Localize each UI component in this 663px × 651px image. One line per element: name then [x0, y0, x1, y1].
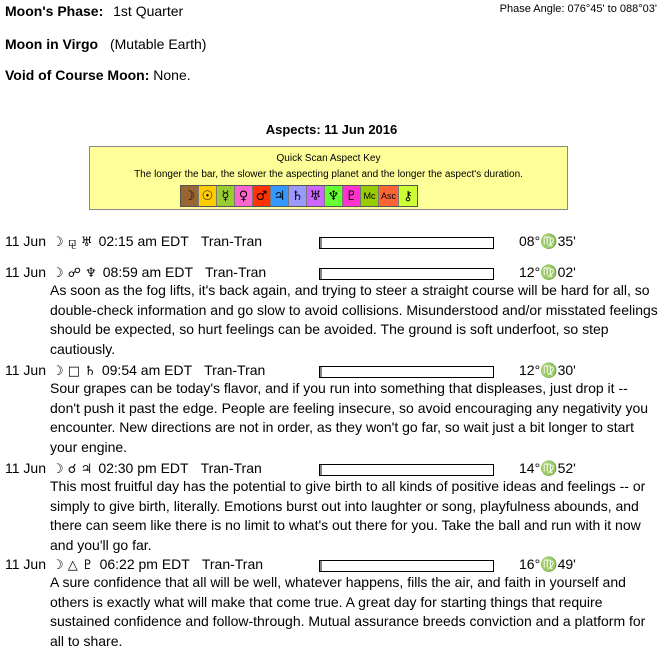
aspect-duration-bar — [319, 464, 494, 476]
event-type: Tran-Tran — [200, 233, 263, 249]
event-time: 09:54 am EDT — [101, 362, 193, 378]
moon-phase-value: 1st Quarter — [113, 3, 184, 19]
aspect-position: 12°♍30' — [519, 362, 576, 378]
planet-key-midheaven-icon: Mc — [361, 186, 379, 206]
aspect-duration-bar — [319, 268, 494, 280]
aspect-description: Sour grapes can be today's flavor, and if you run into something that displeases, just drop it -- don't push it past the edge. People are feeling insecure, so avoid encouraging any negativity you encounter. New directions are not in order, as they won't go far, so wait just a bit longer to start your engine. — [50, 380, 649, 455]
aspect-duration-fill — [320, 561, 322, 571]
event-row — [5, 460, 262, 477]
aspect-glyphs-icon: ☽ ☍ ♆ — [52, 266, 97, 281]
aspect-duration-fill — [320, 465, 322, 475]
aspect-glyphs-icon: ☽ ⚼ ♅ — [52, 235, 93, 250]
phase-angle-value: 076°45' to 088°03' — [567, 3, 657, 15]
aspect-duration-fill — [320, 269, 322, 279]
moon-sign-detail: (Mutable Earth) — [109, 36, 207, 52]
aspect-duration-fill — [320, 238, 322, 248]
aspect-position: 08°♍35' — [519, 233, 576, 249]
moon-phase — [5, 3, 183, 19]
void-of-course — [5, 67, 191, 83]
aspect-description: This most fruitful day has the potential to give birth to all kinds of positive ideas and feelings -- or simply to give birth, literally. Emotions burst out into laughter or song, playfulness abounds, and there can seem like there is no limit to what's out there for you. Take the ball and run with it now and you'll go far. — [50, 478, 646, 553]
event-row — [5, 233, 262, 250]
event-time: 06:22 pm EDT — [99, 556, 190, 572]
planet-key-jupiter-icon: ♃ — [271, 186, 289, 206]
aspect-glyphs-icon: ☽ □ ♄ — [52, 364, 96, 379]
aspect-description: A sure confidence that all will be well, whatever happens, fills the air, and faith in yourself and others is exactly what will make that come true. A great day for starting things that require sustained confidence and follow-through. Mutual assurance breeds conviction and a platform for all to share. — [50, 574, 646, 649]
aspect-duration-fill — [320, 367, 322, 377]
planet-key-sun-icon: ☉ — [199, 186, 217, 206]
void-value: None. — [153, 67, 191, 83]
planet-key-chiron-icon: ⚷ — [399, 186, 417, 206]
phase-angle — [500, 3, 657, 15]
planet-key-venus-icon: ♀ — [235, 186, 253, 206]
event-type: Tran-Tran — [200, 460, 262, 476]
event-date: 11 Jun — [5, 264, 46, 280]
event-time: 02:30 pm EDT — [98, 460, 189, 476]
aspect-key-box — [89, 146, 568, 210]
event-date: 11 Jun — [5, 233, 46, 249]
planet-key-moon-icon: ☽ — [181, 186, 199, 206]
aspects-title: Aspects: 11 Jun 2016 — [265, 122, 398, 137]
planet-color-key — [180, 185, 418, 207]
planet-key-uranus-icon: ♅ — [307, 186, 325, 206]
event-row — [5, 362, 265, 379]
moon-sign — [5, 36, 206, 52]
void-label: Void of Course Moon: — [5, 67, 150, 83]
aspect-duration-bar — [319, 237, 494, 249]
aspect-position: 14°♍52' — [519, 460, 576, 476]
aspect-position: 16°♍49' — [519, 556, 576, 572]
planet-key-saturn-icon: ♄ — [289, 186, 307, 206]
event-type: Tran-Tran — [201, 556, 264, 572]
aspect-duration-bar — [319, 366, 494, 378]
event-date: 11 Jun — [5, 556, 46, 572]
event-type: Tran-Tran — [205, 264, 267, 280]
planet-key-mars-icon: ♂ — [253, 186, 271, 206]
moon-sign-label: Moon in Virgo — [5, 36, 99, 52]
aspect-glyphs-icon: ☽ ☌ ♃ — [52, 462, 93, 477]
event-type: Tran-Tran — [204, 362, 266, 378]
aspect-duration-bar — [319, 560, 494, 572]
aspect-glyphs-icon: ☽ △ ♇ — [52, 558, 94, 573]
planet-key-mercury-icon: ☿ — [217, 186, 235, 206]
planet-key-neptune-icon: ♆ — [325, 186, 343, 206]
aspect-description: As soon as the fog lifts, it's back again, and trying to steer a straight course will be hard for all, so double-check information and go slow to avoid collisions. Misunderstood and/or misstated feelings should be expected, so hurt feelings can be avoided. The ground is soft underfoot, so step cautiously. — [50, 282, 658, 357]
phase-angle-label: Phase Angle: — [499, 3, 565, 15]
event-date: 11 Jun — [5, 362, 46, 378]
event-row — [5, 264, 266, 281]
planet-key-pluto-icon: ♇ — [343, 186, 361, 206]
planet-key-ascendant-icon: Asc — [379, 186, 399, 206]
event-date: 11 Jun — [5, 460, 46, 476]
event-time: 02:15 am EDT — [98, 233, 189, 249]
aspect-key-title: Quick Scan Aspect Key — [276, 153, 381, 164]
event-row — [5, 556, 263, 573]
aspect-key-description: The longer the bar, the slower the aspecting planet and the longer the aspect's duration. — [134, 169, 523, 180]
moon-phase-label: Moon's Phase: — [5, 3, 104, 19]
aspect-position: 12°♍02' — [519, 264, 576, 280]
event-time: 08:59 am EDT — [102, 264, 194, 280]
